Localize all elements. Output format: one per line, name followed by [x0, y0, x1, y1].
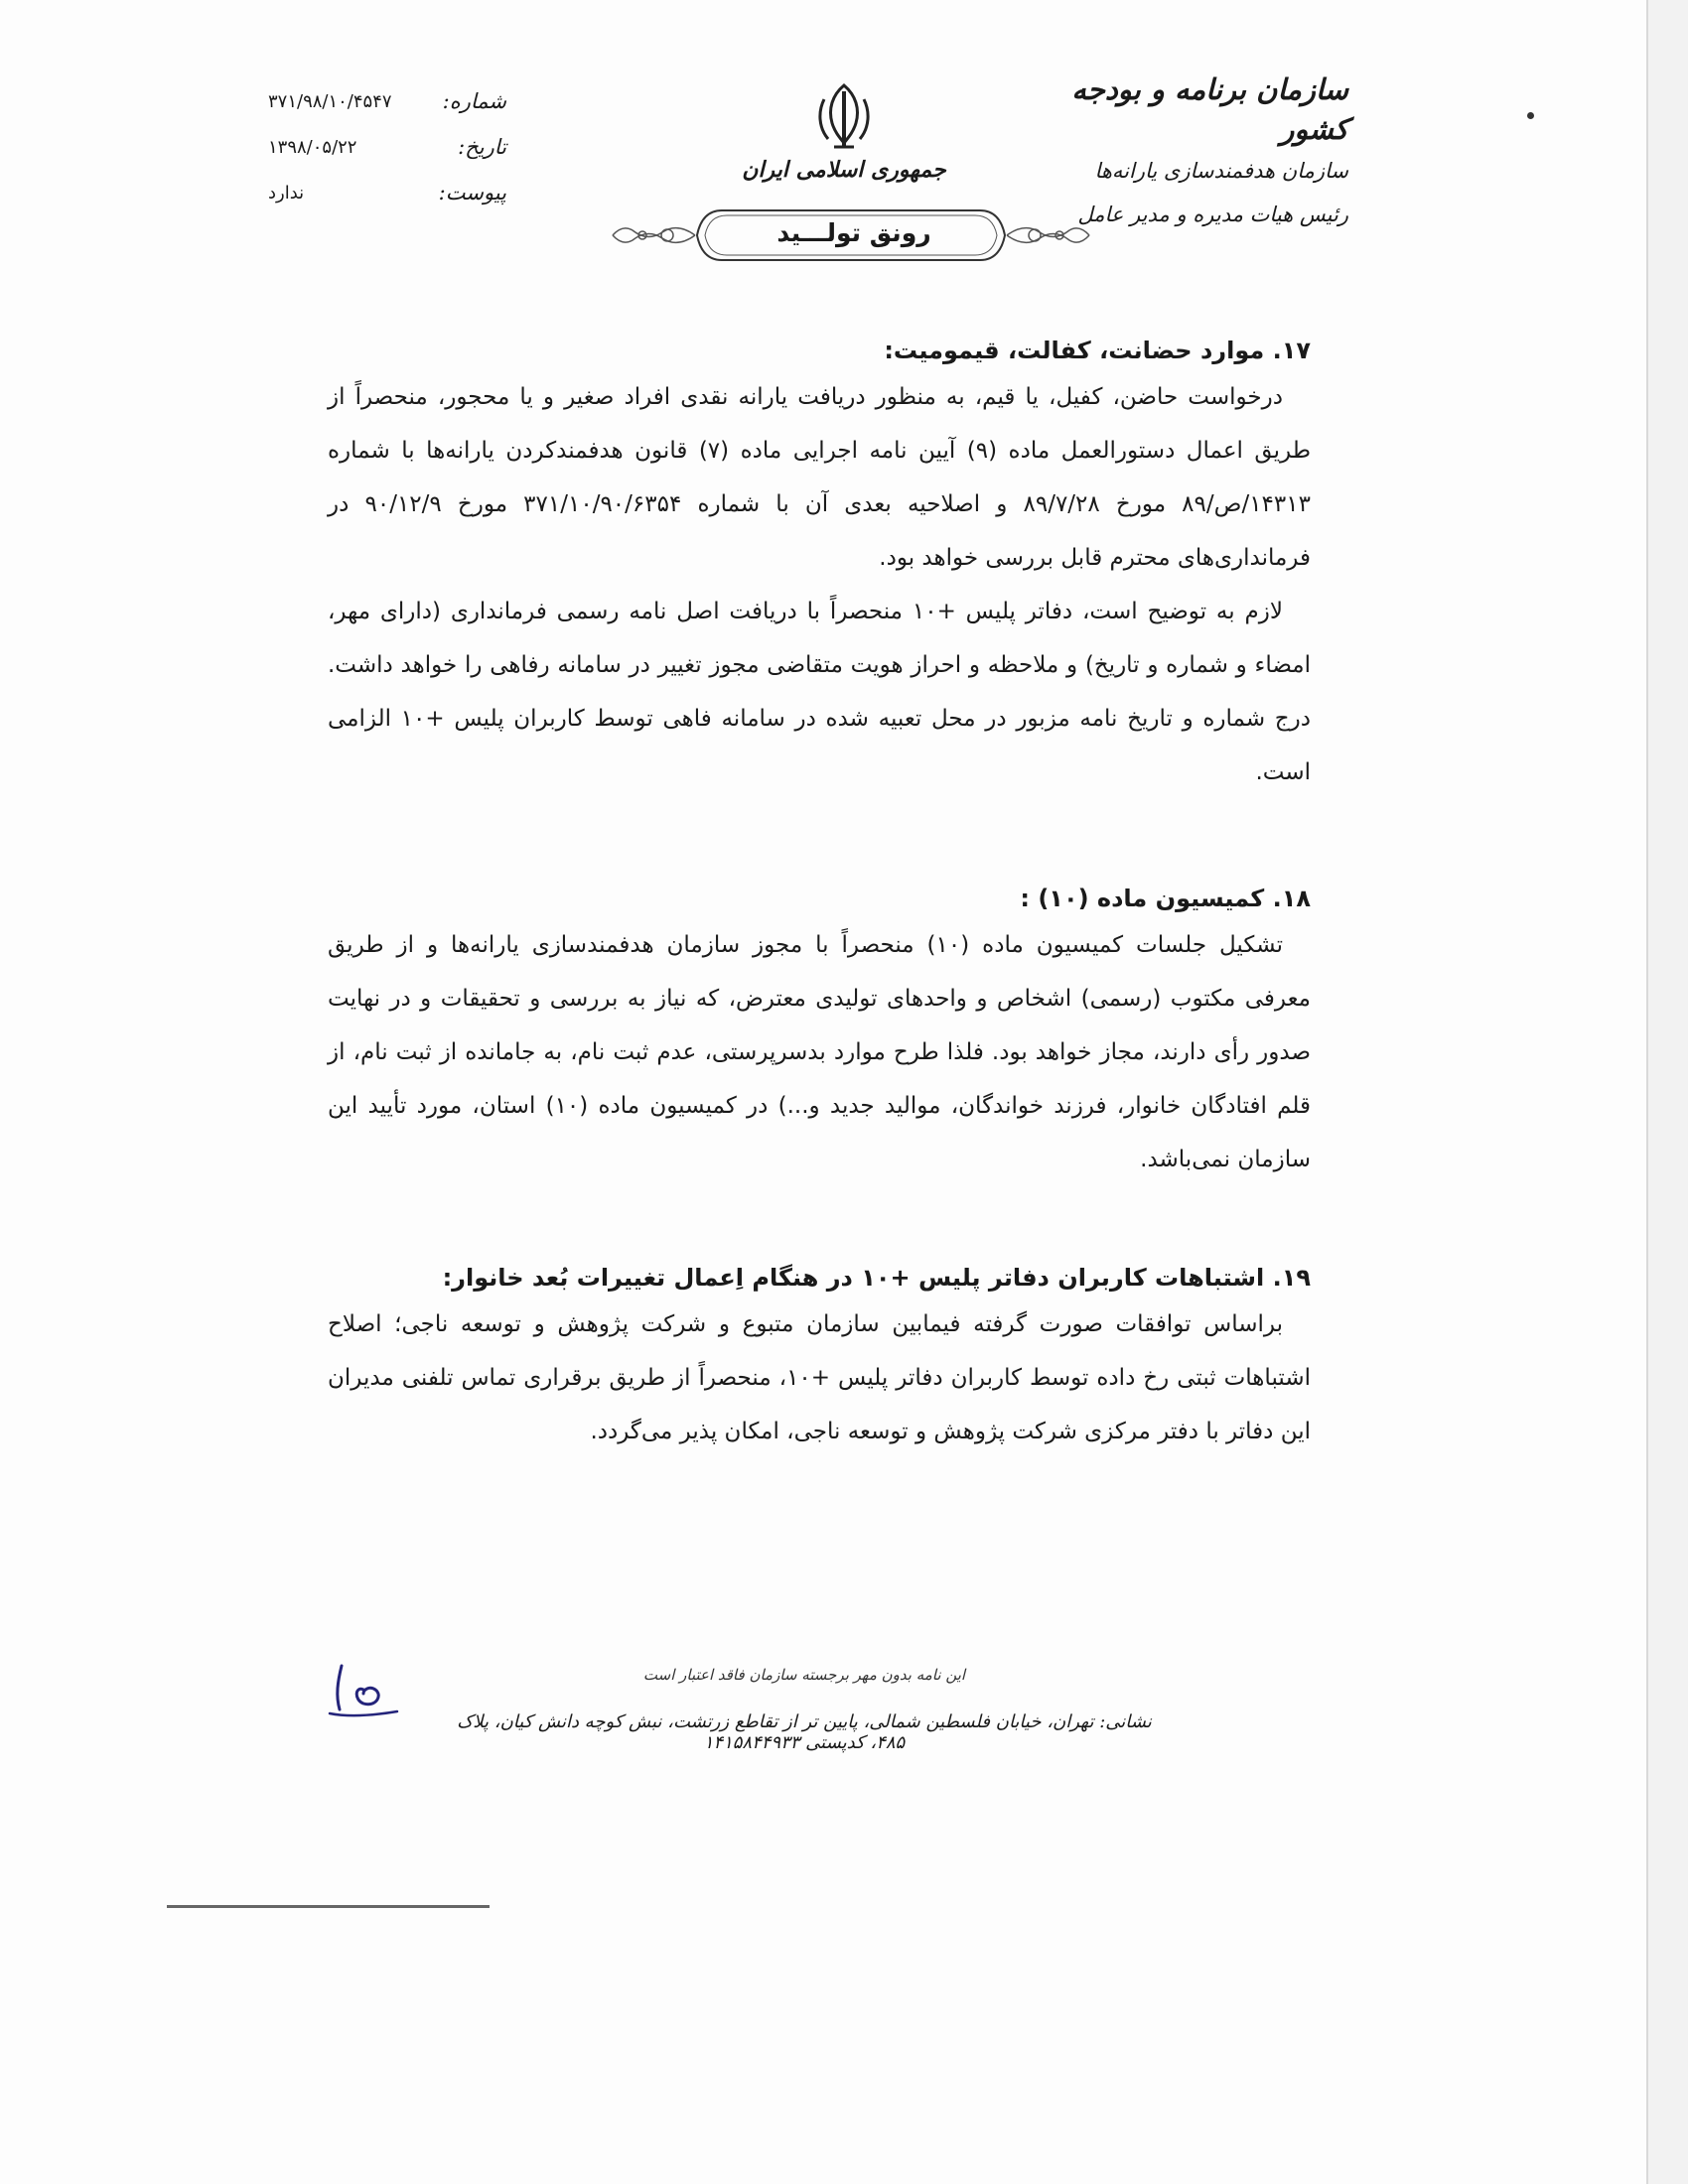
letter-number-label: شماره: [442, 89, 506, 113]
section-17-paragraph-1: درخواست حاضن، کفیل، یا قیم، به منظور دریافت یارانه نقدی افراد صغیر و یا محجور، منحصراً از طریق اعمال دستورالعمل ماده (۹) آیین نامه اجرایی ماده (۷) قانون هدفمندکردن یارانه‌ها با شماره ۱۴۳۱۳/ص/۸۹ مورخ ۸۹/۷/۲۸ و اصلاحیه بعدی آن با شماره ۳۷۱/۱۰/۹۰/۶۳۵۴ مورخ ۹۰/۱۲/۹ در فرمانداری‌های محترم قابل بررسی خواهد بود. [328, 384, 1312, 571]
section-18-title: ۱۸. کمیسیون ماده (۱۰) : [1020, 885, 1311, 912]
bottom-scan-line [167, 1905, 490, 1908]
section-17-paragraph-2: لازم به توضیح است، دفاتر پلیس +۱۰ منحصراً با دریافت اصل نامه رسمی فرمانداری (دارای مهر، امضاء و شماره و تاریخ) و ملاحظه و احراز هویت متقاضی مجوز تغییر در سامانه رفاهی را خواهد داشت. درج شماره و تاریخ نامه مزبور در محل تعبیه شده در سامانه فاهی توسط کاربران پلیس +۱۰ الزامی است. [328, 599, 1311, 785]
office-address: نشانی: تهران، خیابان فلسطین شمالی، پایین تر از تقاطع زرتشت، نبش کوچه دانش کیان، پلاک ۴۸۵، کدپستی ۱۴۱۵۸۴۴۹۳۳ [457, 1711, 1152, 1753]
stamp-validity-note: این نامه بدون مهر برجسته سازمان فاقد اعتبار است [642, 1666, 966, 1684]
org-title: سازمان برنامه و بودجه کشور [1071, 72, 1348, 146]
letter-number-row [268, 89, 506, 135]
letter-meta [268, 89, 506, 226]
attachment-row [268, 181, 506, 226]
scan-dot [1527, 112, 1534, 119]
attachment-value: ندارد [268, 183, 305, 204]
iran-emblem-icon [814, 81, 874, 153]
org-subtitle: سازمان هدفمندسازی یارانه‌ها [1094, 159, 1348, 183]
slogan-text: رونق تولـــید [776, 218, 931, 247]
letter-date-row [268, 135, 506, 181]
republic-title: جمهوری اسلامی ایران [742, 157, 946, 183]
section-17-title: ۱۷. موارد حضانت، کفالت، قیمومیت: [884, 337, 1311, 364]
section-19-title: ۱۹. اشتباهات کاربران دفاتر پلیس +۱۰ در هنگام اِعمال تغییرات بُعد خانوار: [442, 1264, 1311, 1292]
letter-date-label: تاریخ: [458, 135, 506, 159]
scan-margin [1646, 0, 1688, 2184]
letter-body [328, 323, 1311, 1458]
signatory-title: رئیس هیات مدیره و مدیر عامل [1077, 203, 1348, 226]
section-18-paragraph-1: تشکیل جلسات کمیسیون ماده (۱۰) منحصراً با مجوز سازمان هدفمندسازی یارانه‌ها و از طریق معرفی مکتوب (رسمی) اشخاص و واحدهای تولیدی معترض، که نیاز به بررسی و تحقیقات و در نهایت صدور رأی دارند، مجاز خواهد بود. فلذا طرح موارد بدسرپرستی، عدم ثبت نام، به جامانده از ثبت نام، از قلم افتادگان خانوار، فرزند خواندگان، موالید جدید و...) در کمیسیون ماده (۱۰) استان، مورد تأیید این سازمان نمی‌باشد. [328, 932, 1311, 1172]
section-19-paragraph-1: براساس توافقات صورت گرفته فیمابین سازمان متبوع و شرکت پژوهش و توسعه ناجی؛ اصلاح اشتباهات ثبتی رخ داده توسط کاربران دفاتر پلیس +۱۰، منحصراً از طریق برقراری تماس تلفنی مدیران این دفاتر با دفتر مرکزی شرکت پژوهش و توسعه ناجی، امکان پذیر می‌گردد. [328, 1311, 1311, 1444]
letter-number-value: ۳۷۱/۹۸/۱۰/۴۵۴۷ [268, 91, 392, 112]
attachment-label: پیوست: [438, 181, 506, 205]
letter-date-value: ۱۳۹۸/۰۵/۲۲ [268, 137, 357, 158]
handwritten-page-number [324, 1660, 403, 1719]
